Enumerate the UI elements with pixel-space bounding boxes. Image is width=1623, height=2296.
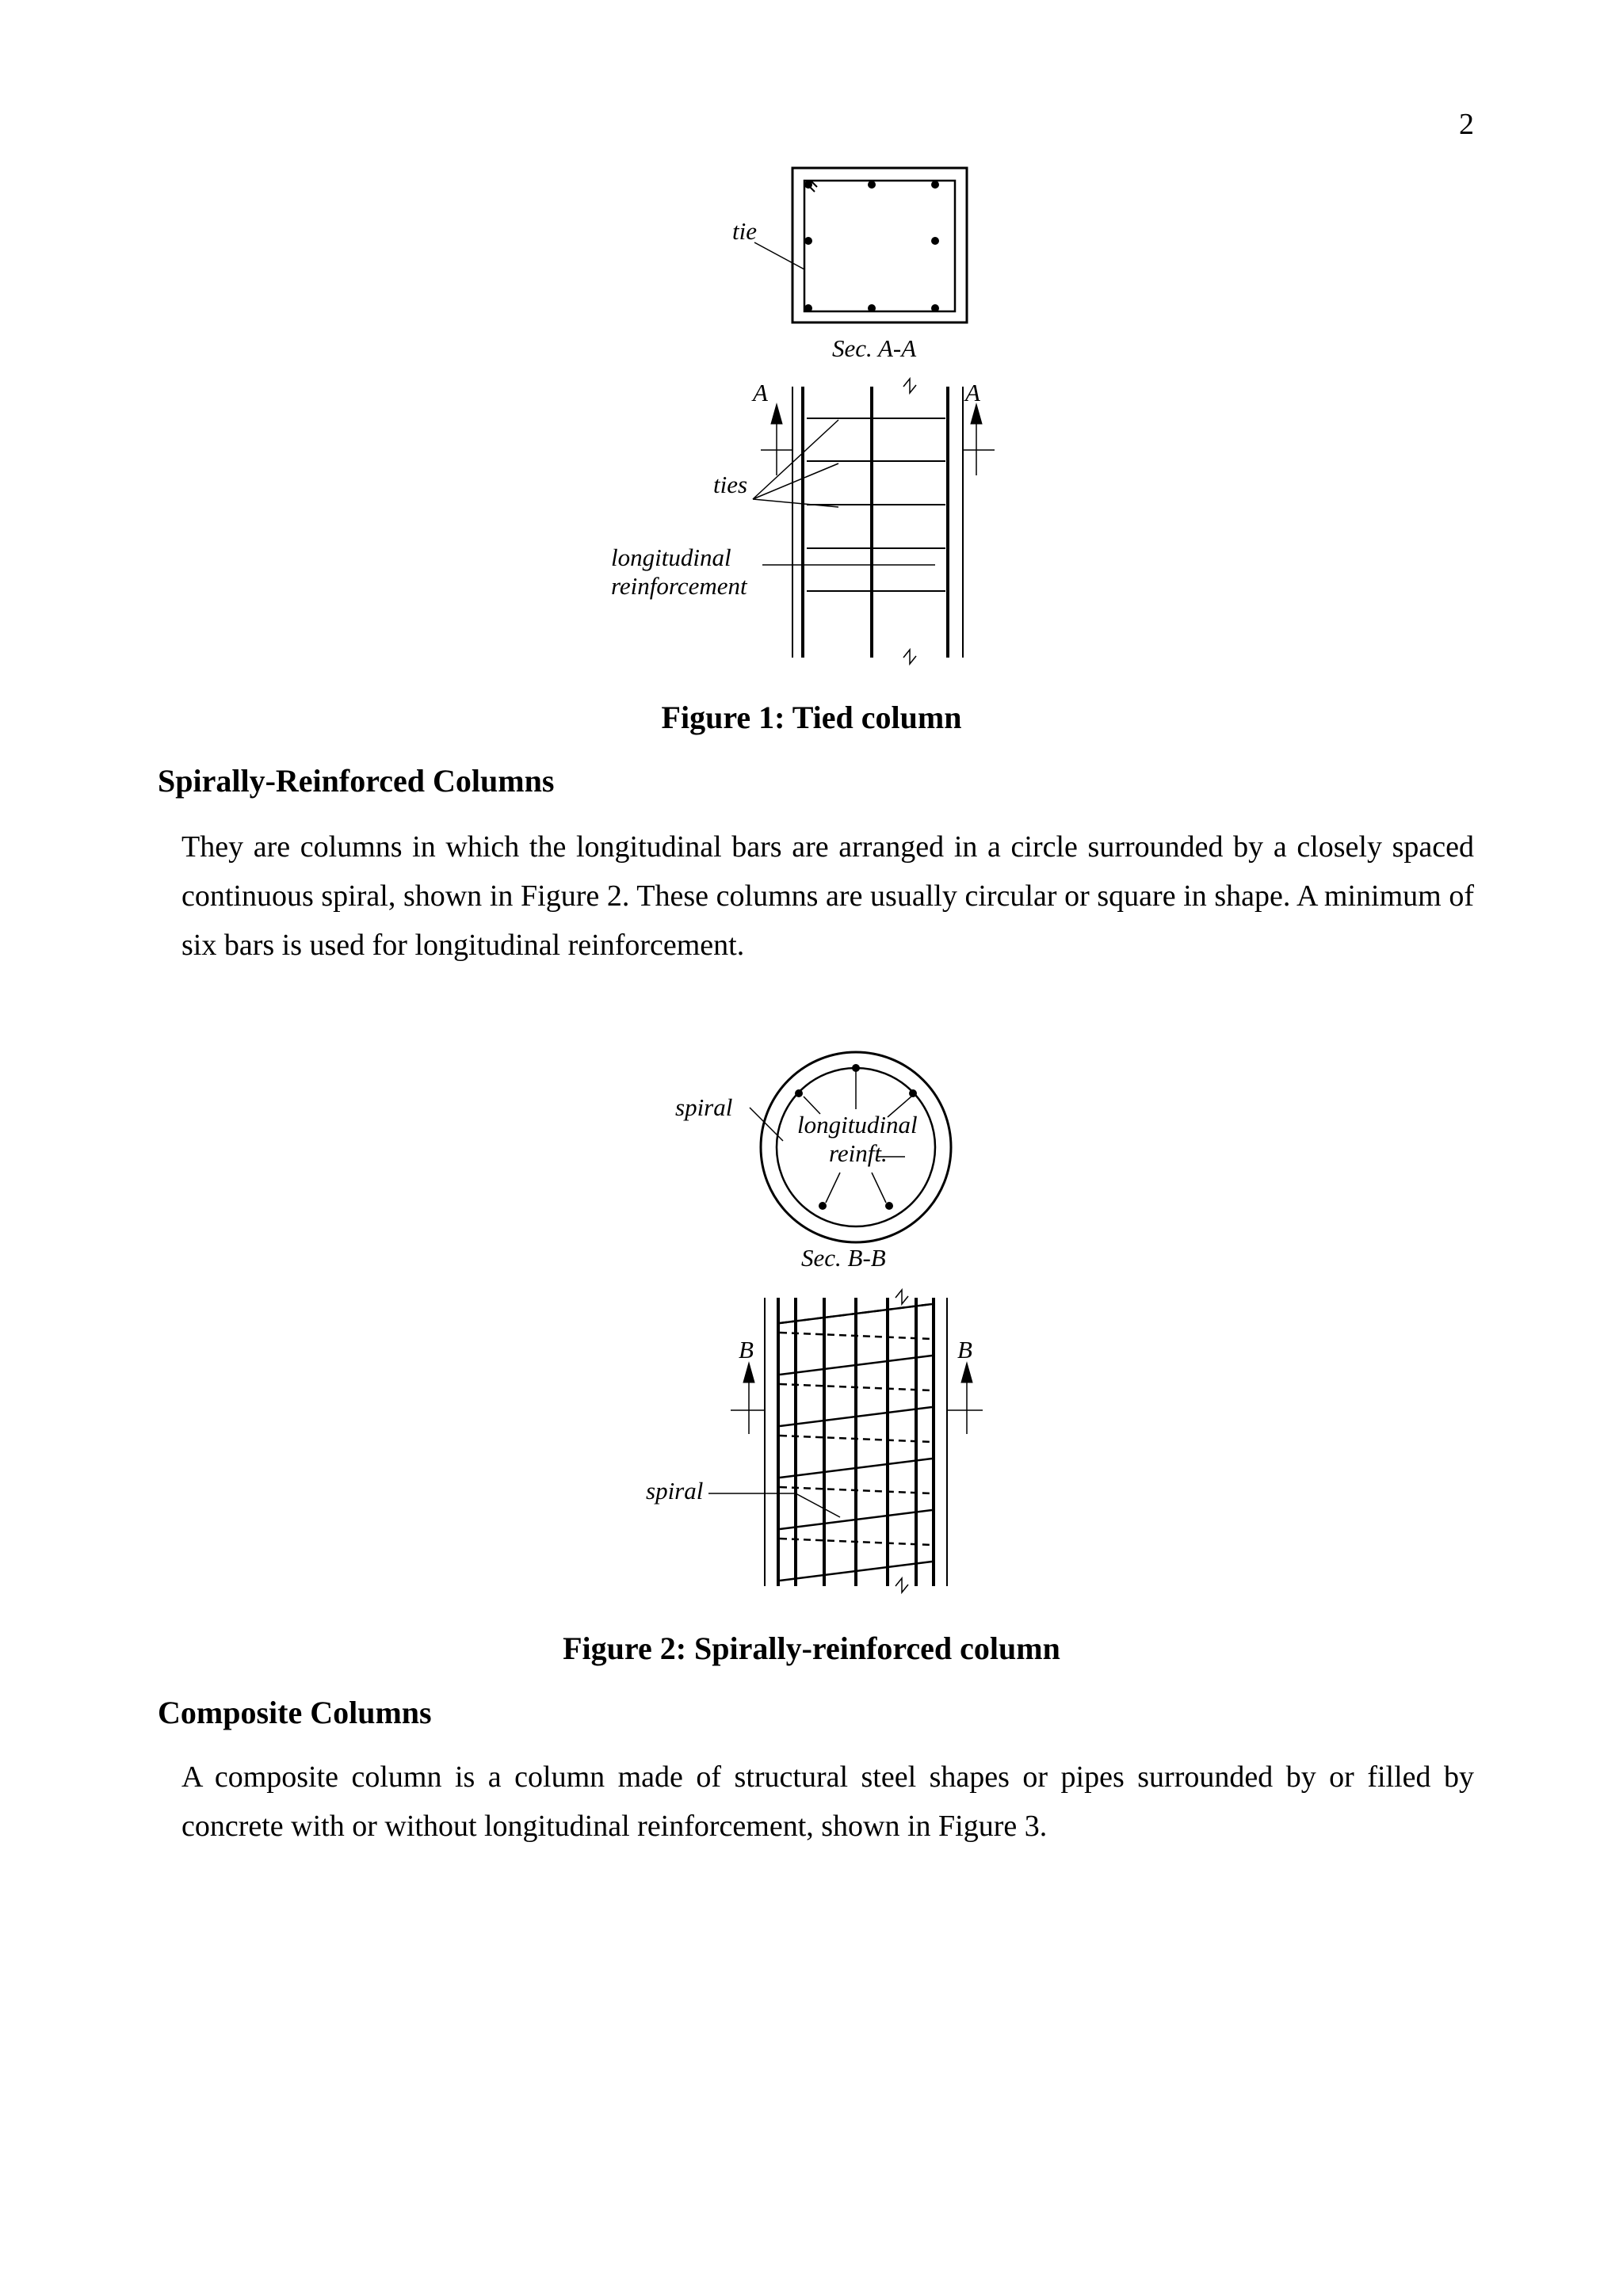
section-a-a-label: Sec. A-A — [832, 334, 917, 362]
figure-1-caption: Figure 1: Tied column — [661, 700, 962, 735]
tie-label: tie — [732, 217, 757, 245]
cut-markers-a — [761, 404, 995, 475]
heading-composite-columns: Composite Columns — [158, 1695, 432, 1730]
section-b-b-label: Sec. B-B — [801, 1244, 886, 1272]
inner-label-line2: reinft. — [829, 1139, 888, 1167]
tie-leader-line — [754, 242, 804, 269]
section-a-a-bars — [804, 181, 939, 312]
page-number: 2 — [1459, 108, 1474, 141]
figure-2-caption: Figure 2: Spirally-reinforced column — [563, 1630, 1060, 1666]
inner-label-line1: longitudinal — [797, 1111, 918, 1138]
paragraph-composite-columns: A composite column is a column made of structural steel shapes or pipes surrounded by or filled by concrete with or without longitudinal reinforcement, shown in Figure 3. — [181, 1760, 1474, 1843]
cut-marker-a-left: A — [753, 379, 768, 406]
longitudinal-label-line2: reinforcement — [611, 572, 747, 600]
tied-column-elevation — [792, 379, 963, 664]
ties-label: ties — [713, 471, 748, 498]
longitudinal-label-line1: longitudinal — [611, 543, 731, 571]
spiral-label-bottom: spiral — [646, 1477, 704, 1505]
paragraph-spirally-reinforced: They are columns in which the longitudinal bars are arranged in a circle surrounded by a closely spaced continuous spiral, shown in Figure 2. These columns are usually circular or square in shape. A minimum of six bars is used for longitudinal reinforcement. — [181, 830, 1474, 962]
spiral-leader-line-2 — [796, 1493, 840, 1517]
cut-marker-b-left: B — [739, 1336, 754, 1363]
figure-2-spiral-column — [0, 1022, 1623, 1608]
spiral-column-elevation — [765, 1290, 947, 1592]
section-a-a-drawing — [792, 168, 967, 322]
heading-spirally-reinforced: Spirally-Reinforced Columns — [158, 763, 555, 799]
cut-marker-b-right: B — [957, 1336, 972, 1363]
ties-leader-lines — [753, 420, 838, 507]
spiral-label-top: spiral — [675, 1093, 733, 1121]
cut-marker-a-right: A — [965, 379, 980, 406]
figure-1-tied-column — [0, 0, 1623, 697]
